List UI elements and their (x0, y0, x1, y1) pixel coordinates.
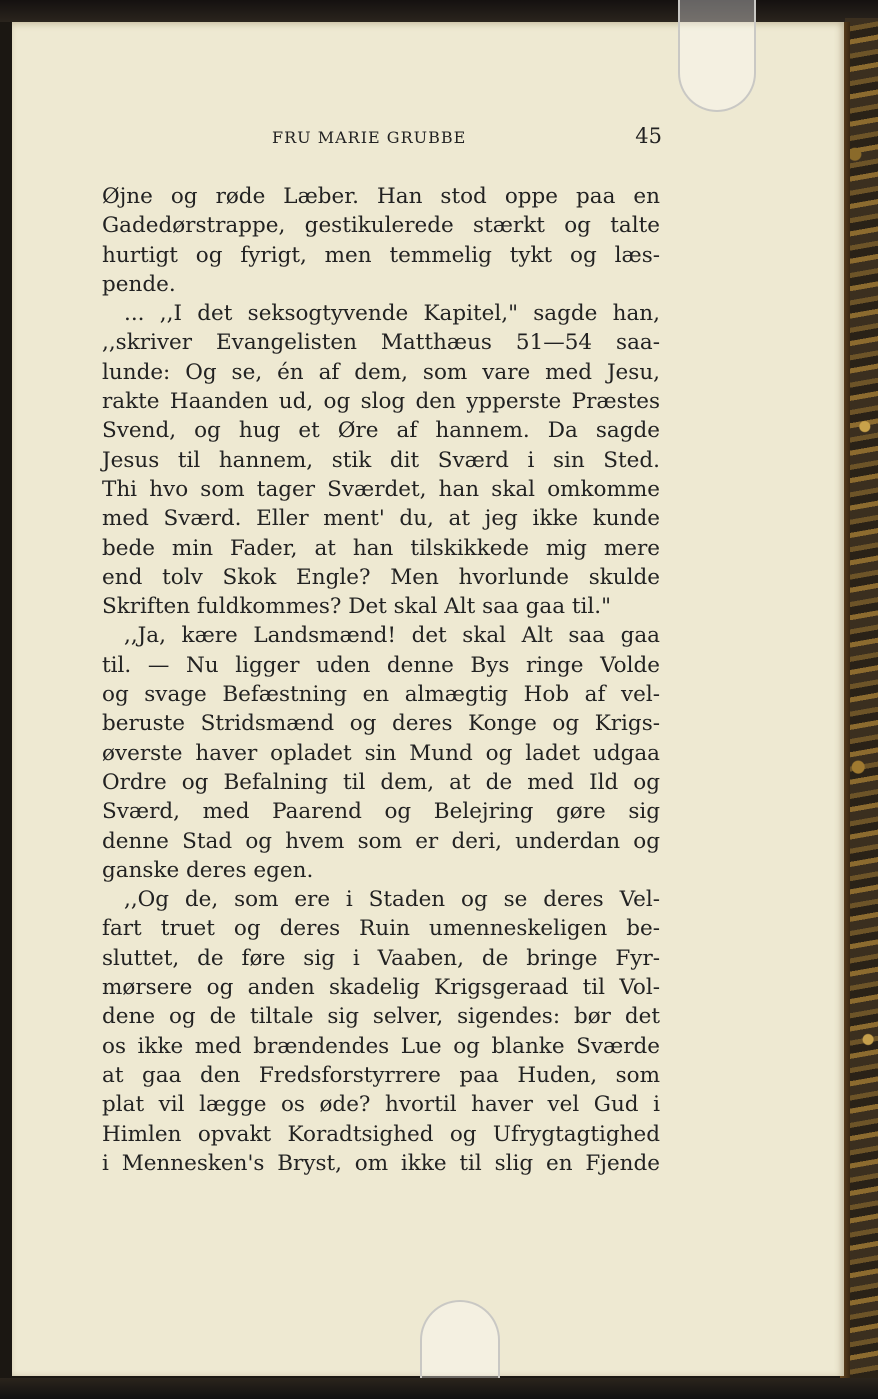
page-clip-top (678, 0, 756, 112)
text-line: dene og de tiltale sig selver, sigendes: bør det (102, 1004, 660, 1030)
page-text (102, 182, 660, 1178)
text-line: end tolv Skok Engle? Men hvorlunde skulde (102, 564, 660, 590)
text-line: plat vil lægge os øde? hvortil haver vel Gud i (102, 1092, 660, 1118)
text-line: rakte Haanden ud, og slog den ypperste Præstes (102, 389, 660, 415)
text-line: Thi hvo som tager Sværdet, han skal omkomme (102, 476, 660, 502)
text-line: denne Stad og hvem som er deri, underdan og (102, 828, 660, 854)
text-line: beruste Stridsmænd og deres Konge og Krigs- (102, 711, 660, 737)
text-line: øverste haver opladet sin Mund og ladet udgaa (102, 740, 660, 766)
text-line: Jesus til hannem, stik dit Sværd i sin Sted. (102, 447, 660, 473)
text-line: bede min Fader, at han tilskikkede mig mere (102, 535, 660, 561)
text-line: mørsere og anden skadelig Krigsgeraad til Vol- (102, 975, 660, 1001)
text-line: med Sværd. Eller ment' du, at jeg ikke kunde (102, 506, 660, 532)
text-line: Ordre og Befalning til dem, at de med Ild og (102, 769, 660, 795)
text-line: ,,Og de, som ere i Staden og se deres Vel- (124, 887, 660, 913)
text-line: Himlen opvakt Koradtsighed og Ufrygtagtighed (102, 1121, 660, 1147)
text-line: hurtigt og fyrigt, men temmelig tykt og læs- (102, 242, 660, 268)
text-line: Sværd, med Paarend og Belejring gøre sig (102, 799, 660, 825)
text-line: Øjne og røde Læber. Han stod oppe paa en (102, 184, 660, 209)
text-line: ... ,,I det seksogtyvende Kapitel," sagde han, (124, 301, 660, 327)
text-line: fart truet og deres Ruin umenneskeligen be- (102, 916, 660, 942)
text-line: til. — Nu ligger uden denne Bys ringe Volde (102, 652, 660, 678)
text-line: lunde: Og se, én af dem, som vare med Jesu, (102, 359, 660, 385)
text-line: Gadedørstrappe, gestikulerede stærkt og talte (102, 213, 660, 239)
text-line: Skriften fuldkommes? Det skal Alt saa gaa til." (102, 594, 611, 620)
text-line: sluttet, de føre sig i Vaaben, de bringe Fyr- (102, 945, 660, 971)
text-line: i Mennesken's Bryst, om ikke til slig en Fjende (102, 1150, 660, 1176)
text-line: at gaa den Fredsforstyrrere paa Huden, som (102, 1062, 660, 1088)
text-line: os ikke med brændendes Lue og blanke Sværde (102, 1033, 660, 1059)
text-line: og svage Befæstning en almægtig Hob af vel- (102, 682, 660, 708)
running-title: FRU MARIE GRUBBE (272, 128, 467, 147)
text-line: pende. (102, 271, 176, 297)
text-line: ,,Ja, kære Landsmænd! det skal Alt saa gaa (124, 623, 660, 649)
bottom-edge (0, 1378, 878, 1399)
text-line: ,,skriver Evangelisten Matthæus 51—54 saa- (102, 330, 660, 356)
page-number: 45 (635, 124, 662, 148)
text-line: Svend, og hug et Øre af hannem. Da sagde (102, 418, 660, 444)
text-line: ganske deres egen. (102, 857, 314, 883)
